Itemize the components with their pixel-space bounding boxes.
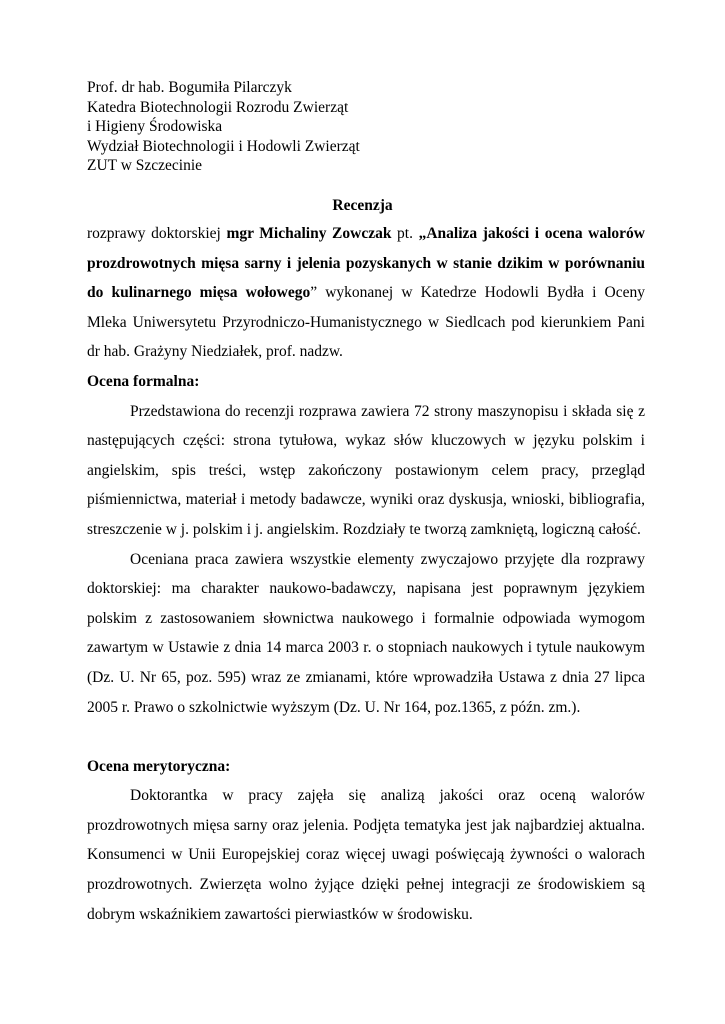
intro-text-1: rozprawy doktorskiej [87,225,227,242]
substantive-evaluation-heading: Ocena merytoryczna: [87,757,231,775]
document-body [87,219,645,929]
document-title: Recenzja [332,197,393,214]
reviewer-name: Prof. dr hab. Bogumiła Pilarczyk [87,79,292,96]
faculty: Wydział Biotechnologii i Hodowli Zwierząt [87,137,360,155]
formal-evaluation-heading: Ocena formalna: [87,372,200,390]
department-line-1: Katedra Biotechnologii Rozrodu Zwierząt [87,98,349,116]
formal-paragraph-1: Przedstawiona do recenzji rozprawa zawiera 72 strony maszynopisu i składa się z następujących części: strona tytułowa, wykaz słów kluczowych w języku polskim i angielskim, spis treści, wstęp zakończony postawionym celem pracy, przegląd piśmiennictwa, materiał i metody badawcze, wyniki oraz dyskusja, wnioski, bibliografia, streszczenie w j. polskim i j. angielskim. Rozdziały te tworzą zamkniętą, logiczną całość. [87,402,645,538]
intro-paragraph [87,219,645,367]
section-gap [87,722,645,752]
dissertation-title: „Analiza jakości i ocena walorów prozdrowotnych mięsa sarny i jelenia pozyskanych w stanie dzikim w porównaniu do kulinarnego mięsa wołowego [87,225,645,302]
department-line-2: i Higieny Środowiska [87,118,223,135]
intro-text-2: pt. [391,225,419,242]
formal-paragraph-2: Oceniana praca zawiera wszystkie elementy zwyczajowo przyjęte dla rozprawy doktorskiej: ma charakter naukowo-badawczy, napisana jest poprawnym językiem polskim z zastosowaniem słownictwa naukowego i formalnie odpowiada wymogom zawartym w Ustawie z dnia 14 marca 2003 r. o stopniach naukowych i tytule naukowym (Dz. U. Nr 65, poz. 595) wraz ze zmianami, które wprowadziła Ustawa z dnia 27 lipca 2005 r. Prawo o szkolnictwie wyższym (Dz. U. Nr 164, poz.1365, z późn. zm.). [87,550,645,716]
reviewer-address-block [87,78,360,176]
university: ZUT w Szczecinie [87,157,203,174]
substantive-paragraph-1: Doktorantka w pracy zajęła się analizą jakości oraz oceną walorów prozdrowotnych mięsa sarny oraz jelenia. Podjęta tematyka jest jak najbardziej aktualna. Konsumenci w Unii Europejskiej coraz więcej uwagi poświęcają żywności o walorach prozdrowotnych. Zwierzęta wolno żyjące dzięki pełnej integracji ze środowiskiem są dobrym wskaźnikiem zawartości pierwiastków w środowisku. [87,787,645,923]
author-name: mgr Michaliny Zowczak [226,225,392,242]
intro-text-3: ” wykonanej w Katedrze Hodowli Bydła i Oceny Mleka Uniwersytetu Przyrodniczo-Humanistycznego w Siedlcach pod kierunkiem Pani dr hab. Grażyny Niedziałek, prof. nadzw. [87,284,645,361]
